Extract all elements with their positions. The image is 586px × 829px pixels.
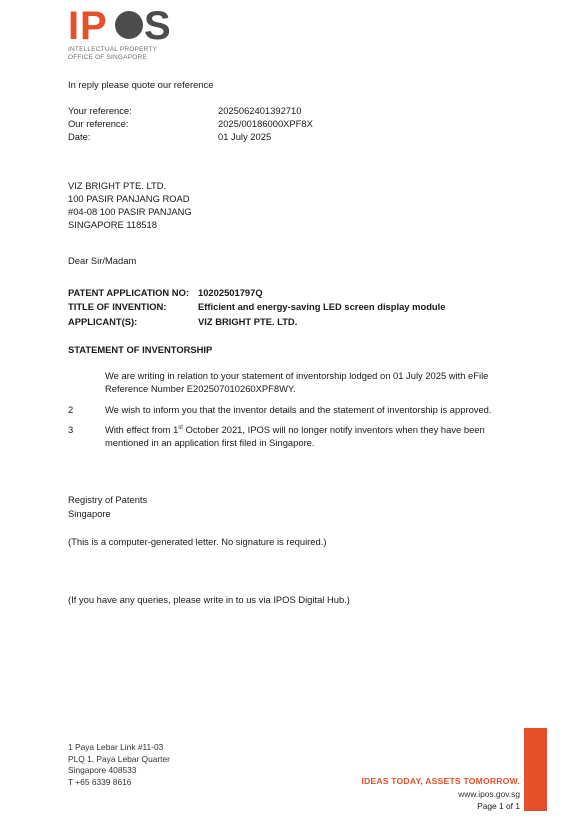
- footer-address: [68, 742, 170, 788]
- paragraph-3-superscript: st: [178, 424, 183, 431]
- logo-org-name: [68, 46, 188, 61]
- signoff-line: Registry of Patents: [68, 494, 148, 505]
- footer-website: www.ipos.gov.sg: [458, 789, 520, 799]
- ref-value-your: 2025062401392710: [218, 105, 302, 116]
- footer-accent-bar: [524, 728, 547, 811]
- paragraph-1-line1: We are writing in relation to your statement of inventorship lodged on 01 July 2025 with eFile: [105, 370, 489, 381]
- logo-letter-o: [115, 11, 143, 39]
- title-of-invention-label: TITLE OF INVENTION:: [68, 301, 167, 312]
- logo-letter-i: I: [68, 4, 80, 48]
- reply-note: In reply please quote our reference: [68, 79, 214, 90]
- ref-label-our: Our reference:: [68, 118, 129, 129]
- footer-address-line: PLQ 1, Paya Lebar Quarter: [68, 753, 170, 764]
- ipos-logo: [68, 4, 188, 61]
- ipos-logo-mark: [68, 4, 171, 48]
- footer-address-line: Singapore 408533: [68, 765, 137, 775]
- paragraph-2-number: 2: [68, 404, 74, 415]
- address-line: 100 PASIR PANJANG ROAD: [68, 193, 190, 204]
- statement-heading: STATEMENT OF INVENTORSHIP: [68, 344, 213, 355]
- logo-org-line1: INTELLECTUAL PROPERTY: [68, 46, 158, 53]
- ref-value-date: 01 July 2025: [218, 131, 272, 142]
- paragraph-3-text-b: October 2021, IPOS will no longer notify inventors when they have been: [182, 424, 485, 435]
- ref-label-your: Your reference:: [68, 105, 132, 116]
- queries-note: (If you have any queries, please write in to us via IPOS Digital Hub.): [68, 594, 350, 605]
- footer-address-line: T +65 6339 8616: [68, 776, 132, 787]
- application-no-label: PATENT APPLICATION NO:: [68, 287, 189, 298]
- computer-generated-note: (This is a computer-generated letter. No signature is required.): [68, 536, 327, 547]
- logo-letter-p: P: [80, 4, 107, 48]
- address-line: SINGAPORE 118518: [68, 219, 157, 230]
- ref-label-date: Date:: [68, 131, 91, 142]
- paragraph-2-line1: We wish to inform you that the inventor details and the statement of inventorship is approved.: [105, 404, 492, 415]
- paragraph-3-line2: mentioned in an application first filed in Singapore.: [105, 437, 315, 448]
- paragraph-3-text-a: With effect from 1: [105, 424, 179, 435]
- footer-tagline: IDEAS TODAY, ASSETS TOMORROW.: [361, 776, 520, 786]
- address-line: VIZ BRIGHT PTE. LTD.: [68, 180, 167, 191]
- paragraph-1-line2: Reference Number E202507010260XPF8WY.: [105, 383, 296, 394]
- applicant-value: VIZ BRIGHT PTE. LTD.: [198, 316, 298, 327]
- footer-address-line: 1 Paya Lebar Link #11-03: [68, 742, 164, 752]
- paragraph-3-number: 3: [68, 424, 74, 435]
- paragraph-3-line1: [105, 423, 485, 436]
- application-no-value: 10202501797Q: [198, 287, 263, 298]
- signoff-line: Singapore: [68, 508, 111, 519]
- page-number: Page 1 of 1: [477, 801, 520, 811]
- title-of-invention-value: Efficient and energy-saving LED screen display module: [198, 301, 446, 312]
- ref-value-our: 2025/00186000XPF8X: [218, 118, 313, 129]
- salutation: Dear Sir/Madam: [68, 255, 137, 266]
- address-line: #04-08 100 PASIR PANJANG: [68, 206, 192, 217]
- logo-org-line2: OFFICE OF SINGAPORE: [68, 53, 147, 61]
- logo-letter-s: S: [144, 4, 171, 48]
- applicant-label: APPLICANT(S):: [68, 316, 138, 327]
